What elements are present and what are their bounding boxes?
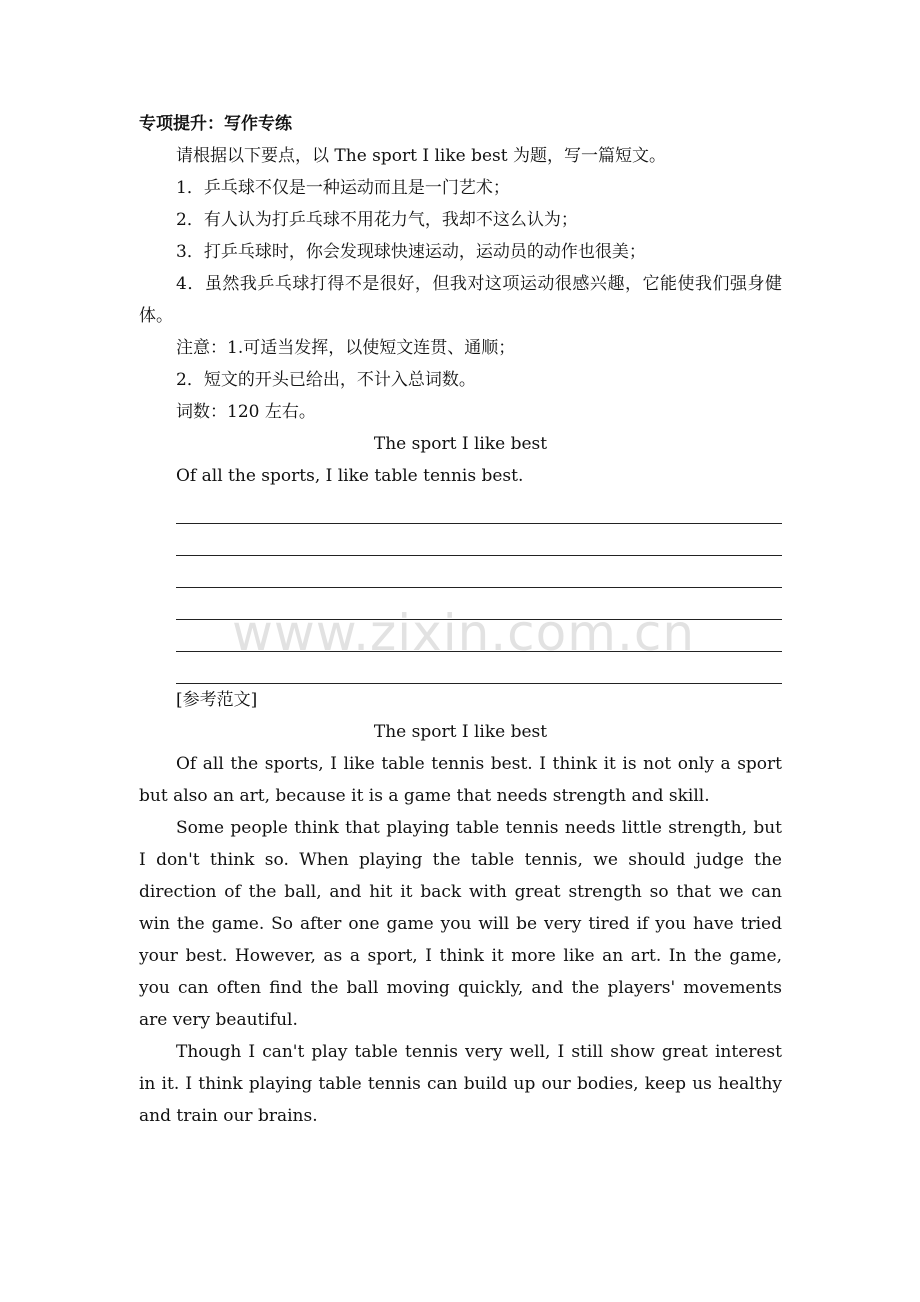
point-2: 2．有人认为打乒乓球不用花力气，我却不这么认为； <box>176 210 578 230</box>
instruction-text: 请根据以下要点，以 The sport I like best 为题，写一篇短文。 <box>176 146 667 166</box>
answer-blank-line[interactable] <box>176 588 782 620</box>
note-2: 2．短文的开头已给出，不计入总词数。 <box>176 370 476 390</box>
answer-blank-line[interactable] <box>176 556 782 588</box>
reference-label: [参考范文] <box>176 690 258 710</box>
essay-opening-line: Of all the sports, I like table tennis best. <box>176 466 524 486</box>
watermark-text: www.zixin.com.cn <box>232 604 696 662</box>
answer-blank-line[interactable] <box>176 524 782 556</box>
point-4: 4．虽然我乒乓球打得不是很好，但我对这项运动很感兴趣，它能使我们强身健体。 <box>139 274 782 326</box>
reference-paragraph-3: Though I can't play table tennis very well, I still show great interest in it. I think playing table tennis can build up our bodies, keep us healthy and train our brains. <box>139 1042 782 1126</box>
answer-blank-line[interactable] <box>176 652 782 684</box>
note-3: 词数：120 左右。 <box>176 402 316 422</box>
document-page <box>139 108 782 1132</box>
reference-paragraph-2: Some people think that playing table tennis needs little strength, but I don't think so. When playing the table tennis, we should judge the direction of the ball, and hit it back with great strength so that we can win the game. So after one game you will be very tired if you have tried your best. However, as a sport, I think it more like an art. In the game, you can often find the ball moving quickly, and the players' movements are very beautiful. <box>139 818 782 1030</box>
section-title: 专项提升：写作专练 <box>139 114 292 134</box>
reference-paragraph-1: Of all the sports, I like table tennis best. I think it is not only a sport but also an art, because it is a game that needs strength and skill. <box>139 754 782 806</box>
reference-title: The sport I like best <box>373 722 548 742</box>
answer-blank-line[interactable] <box>176 492 782 524</box>
answer-blank-line[interactable] <box>176 620 782 652</box>
point-1: 1．乒乓球不仅是一种运动而且是一门艺术； <box>176 178 510 198</box>
essay-title: The sport I like best <box>373 434 548 454</box>
point-3: 3．打乒乓球时，你会发现球快速运动，运动员的动作也很美； <box>176 242 646 262</box>
note-1: 注意：1.可适当发挥，以使短文连贯、通顺； <box>176 338 516 358</box>
